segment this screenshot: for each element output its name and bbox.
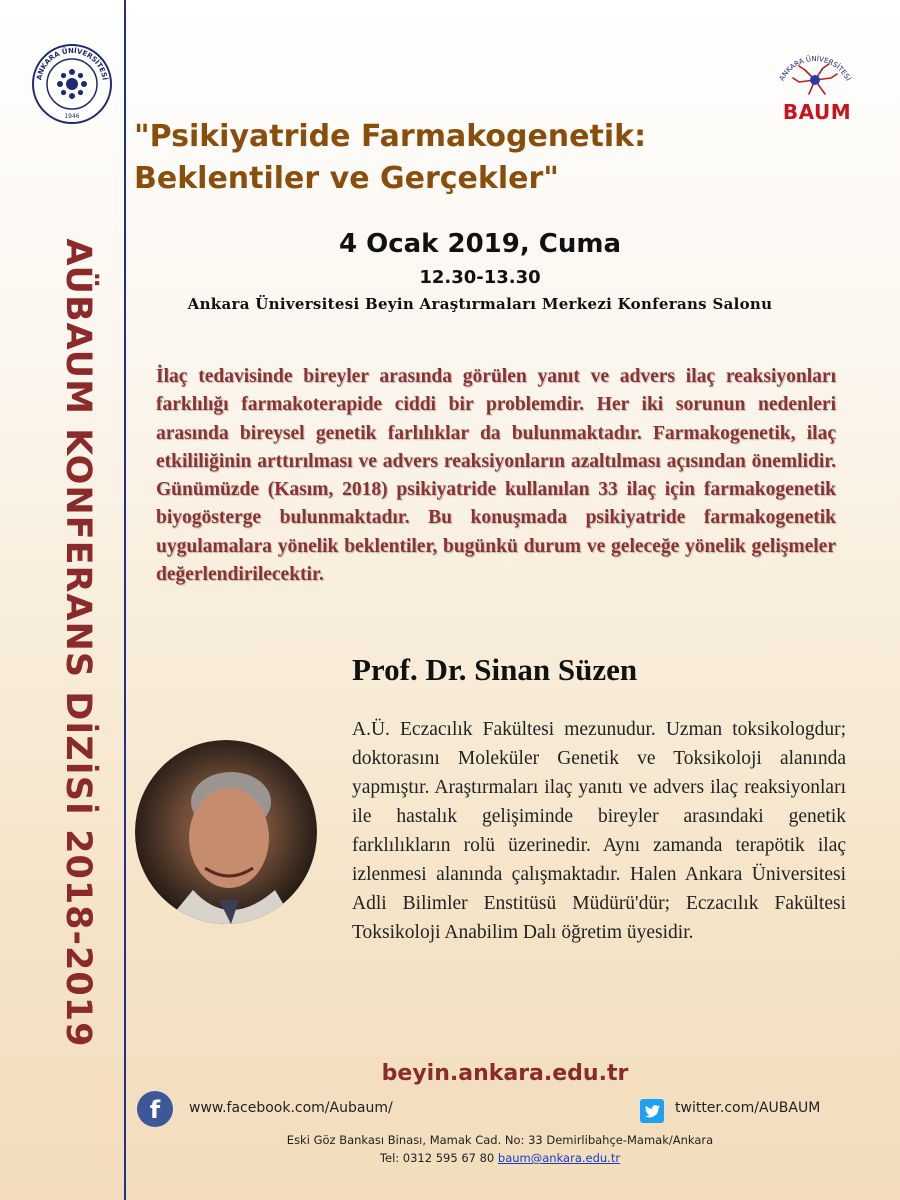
event-time: 12.30-13.30 (419, 267, 541, 288)
website-link[interactable]: beyin.ankara.edu.tr (381, 1061, 629, 1086)
speaker-photo (135, 740, 317, 924)
event-date: 4 Ocak 2019, Cuma (338, 229, 622, 259)
speaker-portrait-icon (135, 740, 317, 924)
speaker-name: Prof. Dr. Sinan Süzen (352, 652, 638, 687)
twitter-icon[interactable] (640, 1099, 664, 1123)
contact-line (220, 1151, 780, 1165)
abstract-text: İlaç tedavisinde bireyler arasında görülen yanıt ve advers ilaç reaksiyonları farklılığı farmakoterapide ciddi bir problemdir. Her iki sorunun nedenleri arasında bireysel genetik farlılıklar da bulunmaktadır. Farmakogenetik, ilaç etkililiğinin arttırılması ve advers reaksiyonların azaltılması açısından önemlidir. Günümüzde (Kasım, 2018) psikiyatride kullanılan 33 ilaç için farmakogenetik biyogösterge bulunmaktadır. Bu konuşmada psikiyatride farmakogenetik uygulamalara yönelik beklentiler, bugünkü durum ve geleceğe yönelik gelişmeler değerlendirilecektir. (156, 366, 836, 586)
event-venue: Ankara Üniversitesi Beyin Araştırmaları Merkezi Konferans Salonu (187, 295, 773, 313)
vertical-divider (124, 0, 126, 1200)
facebook-icon[interactable]: f (137, 1091, 173, 1127)
au-year: 1946 (64, 113, 80, 120)
speaker-bio: A.Ü. Eczacılık Fakültesi mezunudur. Uzman toksikologdur; doktorasını Moleküler Genetik ve Toksikoloji alanında yapmıştır. Araştırmaları ilaç yanıtı ve advers ilaç reaksiyonları ile hastalık gelişiminde bireyler arasındaki genetik farklılıkların rolü üzerinedir. Aynı zamanda terapötik ilaç izlenmesi alanında çalışmaktadır. Halen Ankara Üniversitesi Adli Bilimler Enstitüsü Müdürü'dür; Eczacılık Fakültesi Toksikoloji Anabilim Dalı öğretim üyesidir. (352, 719, 846, 943)
phone-text: Tel: 0312 595 67 80 (379, 1151, 495, 1165)
ankara-university-logo (32, 44, 112, 124)
email-link[interactable]: baum@ankara.edu.tr (497, 1151, 621, 1165)
series-title: AÜBAUM KONFERANS DİZİSİ 2018-2019 (58, 238, 98, 1048)
baum-label: BAUM (782, 100, 852, 124)
facebook-link[interactable]: www.facebook.com/Aubaum/ (189, 1100, 393, 1116)
address-text: Eski Göz Bankası Binası, Mamak Cad. No: 33 Demirlibahçe-Mamak/Ankara (286, 1133, 714, 1147)
baum-ring-text: ANKARA ÜNİVERSİTESİ (777, 54, 853, 83)
au-ring-text: ANKARA ÜNİVERSİTESİ (35, 46, 109, 81)
twitter-link[interactable]: twitter.com/AUBAUM (675, 1100, 821, 1116)
talk-title-line2: Beklentiler ve Gerçekler" (134, 161, 559, 196)
talk-title-line1: "Psikiyatride Farmakogenetik: (134, 119, 647, 154)
talk-title (134, 116, 774, 200)
